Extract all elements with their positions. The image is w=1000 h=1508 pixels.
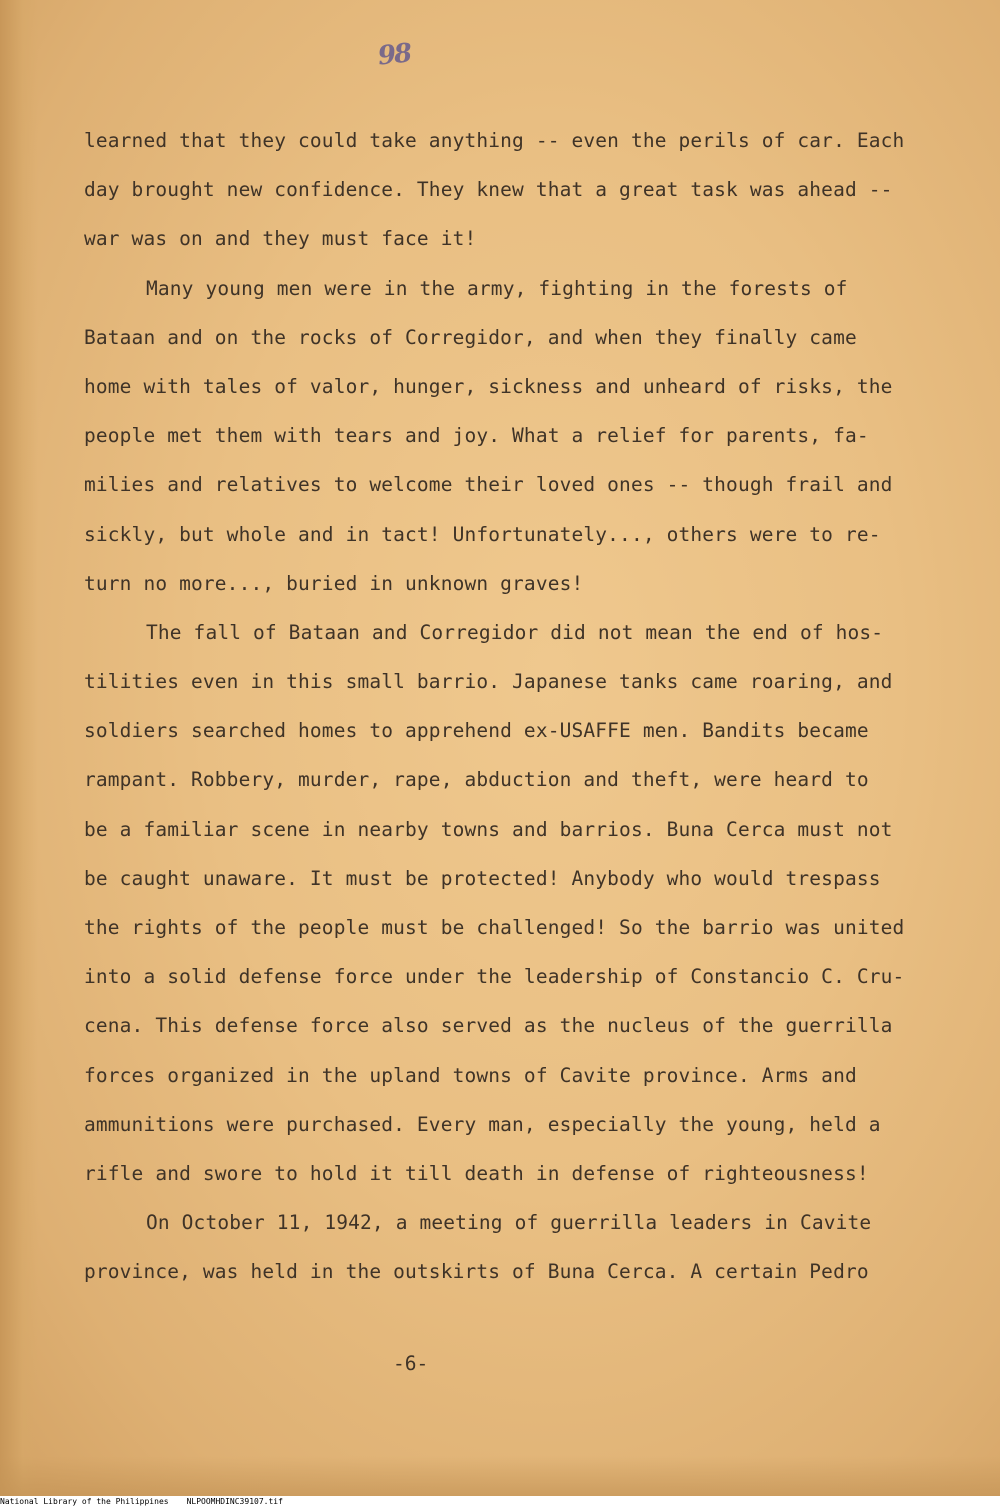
text-line: soldiers searched homes to apprehend ex-USAFFE men. Bandits became — [84, 719, 869, 743]
text-line: be a familiar scene in nearby towns and barrios. Buna Cerca must not — [84, 817, 893, 841]
text-line: cena. This defense force also served as the nucleus of the guerrilla — [84, 1014, 893, 1038]
text-line: into a solid defense force under the leadership of Constancio C. Cru- — [84, 965, 905, 989]
text-line: day brought new confidence. They knew that a great task was ahead -- — [84, 178, 893, 202]
page-number: -6- — [393, 1352, 429, 1375]
text-line: learned that they could take anything -- even the perils of car. Each — [84, 129, 905, 152]
text-line: the rights of the people must be challenged! So the barrio was united — [84, 916, 905, 939]
scan-footer — [0, 1496, 1000, 1508]
text-line: province, was held in the outskirts of Buna Cerca. A certain Pedro — [84, 1260, 869, 1284]
handwritten-page-number: 98 — [376, 38, 412, 72]
footer-library-name: National Library of the Philippines — [0, 1497, 169, 1506]
footer-filename: NLPOOMHDINC39107.tif — [186, 1497, 283, 1506]
paragraph-start-line: On October 11, 1942, a meeting of guerrilla leaders in Cavite — [146, 1211, 872, 1235]
text-line: war was on and they must face it! — [84, 227, 477, 251]
text-line: rifle and swore to hold it till death in defense of righteousness! — [84, 1161, 869, 1185]
text-line: people met them with tears and joy. What a relief for parents, fa- — [84, 424, 869, 448]
text-line: sickly, but whole and in tact! Unfortunately..., others were to re- — [84, 522, 881, 546]
text-line: Bataan and on the rocks of Corregidor, and when they finally came — [84, 325, 857, 349]
typed-text-body — [84, 116, 964, 1297]
paragraph-start-line: The fall of Bataan and Corregidor did not mean the end of hos- — [146, 620, 884, 644]
text-line: forces organized in the upland towns of Cavite province. Arms and — [84, 1063, 857, 1087]
text-line: tilities even in this small barrio. Japanese tanks came roaring, and — [84, 670, 893, 694]
text-line: be caught unaware. It must be protected! Anybody who would trespass — [84, 866, 881, 890]
text-line: ammunitions were purchased. Every man, especially the young, held a — [84, 1112, 881, 1136]
text-line: home with tales of valor, hunger, sickness and unheard of risks, the — [84, 374, 893, 398]
text-line: turn no more..., buried in unknown graves! — [84, 571, 584, 595]
paragraph-start-line: Many young men were in the army, fighting in the forests of — [146, 276, 848, 300]
text-line: milies and relatives to welcome their loved ones -- though frail and — [84, 473, 893, 497]
text-line: rampant. Robbery, murder, rape, abduction and theft, were heard to — [84, 768, 869, 792]
